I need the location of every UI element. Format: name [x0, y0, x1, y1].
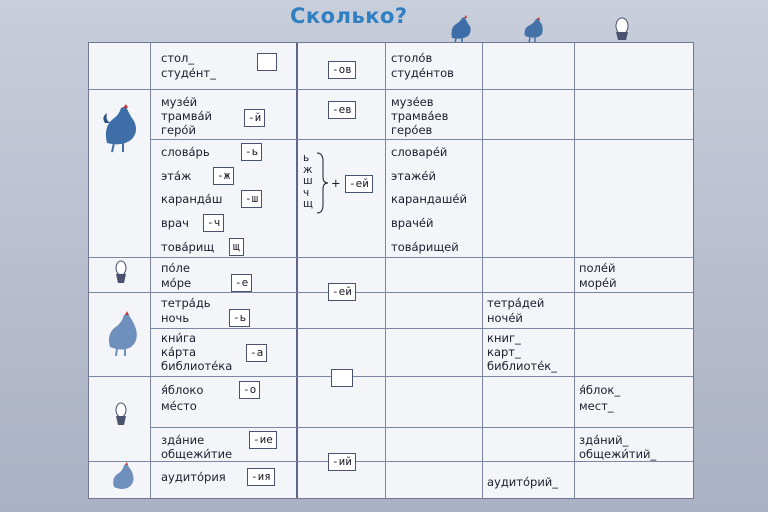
- brace-letters: ь ж ш ч щ: [303, 152, 313, 210]
- egg-icon: [113, 259, 129, 287]
- genplural-obshchezhitiy: общежи́тий_: [579, 447, 657, 461]
- ending-box-soft: -ь: [241, 143, 262, 161]
- genplural-kart: карт_: [487, 345, 521, 359]
- ending-box-iya: -ия: [247, 468, 275, 486]
- ending-box-sh: -ш: [241, 190, 262, 208]
- suffix-box-ov: -ов: [328, 61, 356, 79]
- genplural-bibliotek: библиоте́к_: [487, 359, 557, 373]
- noun-geroy: геро́й: [161, 123, 196, 137]
- genplural-stolov: столо́в: [391, 51, 433, 65]
- genplural-geroev: геро́ев: [391, 123, 433, 137]
- genplural-poley: поле́й: [579, 261, 616, 275]
- egg-icon: [612, 16, 632, 44]
- noun-karta: ка́рта: [161, 345, 197, 359]
- noun-tetrad: тетра́дь: [161, 296, 211, 310]
- genplural-slovarey: словаре́й: [391, 145, 448, 159]
- suffix-box-ey: -ей: [345, 175, 373, 193]
- egg-icon: [113, 401, 129, 429]
- divider: [150, 139, 693, 140]
- divider: [89, 89, 693, 90]
- genplural-zdaniy: зда́ний_: [579, 433, 629, 447]
- genplural-auditoriy: аудито́рий_: [487, 475, 559, 489]
- genplural-tramvaev: трамва́ев: [391, 109, 449, 123]
- divider: [89, 292, 693, 293]
- suffix-box-ev: -ев: [328, 101, 356, 119]
- ending-box-a: -а: [246, 344, 267, 362]
- suffix-box-empty[interactable]: [331, 369, 353, 387]
- rooster-icon: [99, 103, 143, 153]
- noun-biblioteka: библиоте́ка: [161, 359, 233, 373]
- divider: [150, 427, 693, 428]
- chicken-icon: [520, 16, 548, 44]
- noun-tovarishch: това́рищ: [161, 240, 215, 254]
- divider: [385, 43, 386, 498]
- noun-kniga: кни́га: [161, 331, 197, 345]
- ending-box-ie: -ие: [249, 431, 277, 449]
- curly-brace-icon: [315, 151, 329, 215]
- divider: [296, 43, 298, 498]
- ending-box-e: -е: [231, 274, 252, 292]
- grammar-table: [88, 42, 694, 499]
- chicken-icon: [109, 461, 139, 495]
- ending-box-empty[interactable]: [257, 53, 277, 71]
- rooster-icon: [446, 14, 476, 44]
- genplural-muzeev: музе́ев: [391, 95, 434, 109]
- noun-more: мо́ре: [161, 276, 192, 290]
- ending-box-y: -й: [244, 109, 265, 127]
- genplural-karandashey: карандаше́й: [391, 192, 467, 206]
- ending-box-soft-2: -ь: [229, 309, 250, 327]
- genplural-tovarishchey: това́рищей: [391, 240, 459, 254]
- noun-etazh: эта́ж: [161, 169, 192, 183]
- page-title: Сколько?: [290, 4, 408, 28]
- genplural-mest: мест_: [579, 399, 614, 413]
- divider: [89, 461, 693, 462]
- noun-auditoriya: аудито́рия: [161, 470, 226, 484]
- suffix-box-iy: -ий: [328, 453, 356, 471]
- divider: [89, 376, 693, 377]
- genplural-etazhey: этаже́й: [391, 169, 436, 183]
- noun-muzey: музе́й: [161, 95, 198, 109]
- chicken-icon: [103, 309, 143, 357]
- noun-vrach: врач: [161, 216, 189, 230]
- noun-slovar: слова́рь: [161, 145, 210, 159]
- noun-noch: ночь: [161, 311, 190, 325]
- noun-pole: по́ле: [161, 261, 190, 275]
- noun-stol: стол_: [161, 51, 195, 65]
- divider: [482, 43, 483, 498]
- plus-sign: +: [331, 176, 341, 190]
- suffix-box-ey-2: -ей: [328, 283, 356, 301]
- genplural-yablok: я́блок_: [579, 383, 621, 397]
- genplural-knig: книг_: [487, 331, 521, 345]
- noun-obshchezhitie: общежи́тие: [161, 447, 233, 461]
- ending-box-shch: щ: [229, 238, 244, 256]
- divider: [150, 328, 693, 329]
- noun-zdanie: зда́ние: [161, 433, 205, 447]
- ending-box-o: -о: [239, 381, 260, 399]
- noun-tramvay: трамва́й: [161, 109, 213, 123]
- genplural-tetradey: тетра́дей: [487, 296, 545, 310]
- divider: [89, 257, 693, 258]
- divider: [574, 43, 575, 498]
- genplural-nochey: ноче́й: [487, 311, 523, 325]
- noun-yabloko: я́блоко: [161, 383, 204, 397]
- divider: [150, 43, 151, 498]
- ending-box-zh: -ж: [213, 167, 234, 185]
- noun-student: студе́нт_: [161, 66, 216, 80]
- genplural-morey: море́й: [579, 276, 617, 290]
- ending-box-ch: -ч: [203, 214, 224, 232]
- noun-mesto: ме́сто: [161, 399, 197, 413]
- genplural-studentov: студе́нтов: [391, 66, 454, 80]
- noun-karandash: каранда́ш: [161, 192, 223, 206]
- genplural-vrachey: враче́й: [391, 216, 434, 230]
